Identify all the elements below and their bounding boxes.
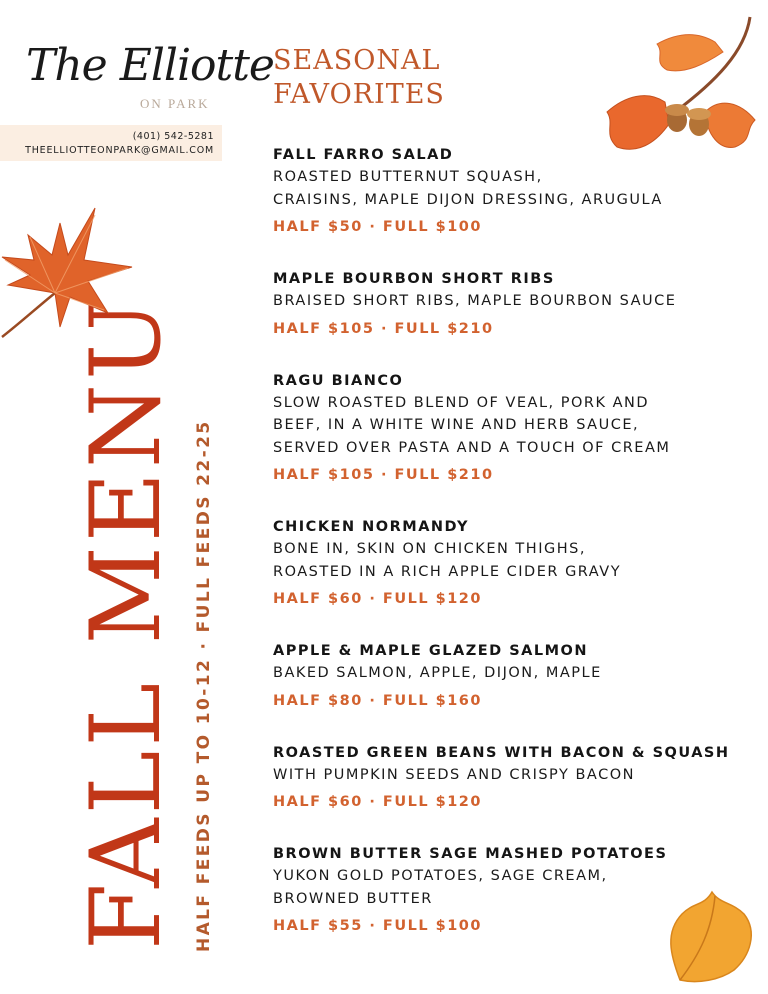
- menu-item-name: CHICKEN NORMANDY: [273, 519, 470, 535]
- menu-item-desc: BROWNED BUTTER: [273, 890, 433, 907]
- contact-band: [0, 125, 222, 161]
- menu-item-desc: BONE IN, SKIN ON CHICKEN THIGHS,: [273, 541, 586, 557]
- menu-item-name: BROWN BUTTER SAGE MASHED POTATOES: [273, 846, 668, 862]
- menu-item-price: HALF $55 · FULL $100: [273, 918, 482, 934]
- oak-leaf-branch-icon: [595, 12, 765, 162]
- menu-item-price: HALF $60 · FULL $120: [273, 794, 482, 810]
- menu-item-desc: YUKON GOLD POTATOES, SAGE CREAM,: [273, 868, 608, 884]
- menu-item-name: FALL FARRO SALAD: [273, 147, 454, 163]
- menu-item-price: HALF $80 · FULL $160: [273, 692, 482, 709]
- logo-subtitle: ON PARK: [140, 96, 210, 111]
- menu-item-desc: ROASTED IN A RICH APPLE CIDER GRAVY: [273, 563, 622, 580]
- menu-item-desc: WITH PUMPKIN SEEDS AND CRISPY BACON: [273, 766, 635, 783]
- menu-item-name: MAPLE BOURBON SHORT RIBS: [273, 271, 555, 287]
- menu-item-name: RAGU BIANCO: [273, 372, 404, 389]
- menu-list: [273, 144, 753, 937]
- maple-leaf-icon: [0, 205, 140, 340]
- menu-item-desc: CRAISINS, MAPLE DIJON DRESSING, ARUGULA: [273, 191, 663, 208]
- menu-item-desc: SERVED OVER PASTA AND A TOUCH OF CREAM: [273, 439, 671, 456]
- menu-item-desc: BAKED SALMON, APPLE, DIJON, MAPLE: [273, 665, 602, 681]
- phone-number[interactable]: (401) 542-5281: [132, 131, 214, 142]
- menu-item-desc: BRAISED SHORT RIBS, MAPLE BOURBON SAUCE: [273, 293, 677, 309]
- email-address[interactable]: THEELLIOTTEONPARK@GMAIL.COM: [25, 145, 214, 156]
- menu-item-price: HALF $60 · FULL $120: [273, 591, 482, 607]
- section-title-line-2: FAVORITES: [273, 79, 445, 110]
- logo-script: The Elliotte: [26, 40, 274, 91]
- menu-item: [273, 640, 753, 712]
- menu-item-name: ROASTED GREEN BEANS WITH BACON & SQUASH: [273, 744, 730, 761]
- menu-item: [273, 370, 753, 487]
- section-title: [273, 44, 445, 112]
- menu-item-price: HALF $50 · FULL $100: [273, 219, 482, 235]
- section-title-line-1: SEASONAL: [273, 45, 441, 76]
- menu-item: [273, 516, 753, 610]
- servings-note: HALF FEEDS UP TO 10-12 · FULL FEEDS 22-25: [194, 419, 214, 952]
- menu-item-desc: ROASTED BUTTERNUT SQUASH,: [273, 169, 543, 185]
- menu-item-price: HALF $105 · FULL $210: [273, 320, 494, 337]
- fall-menu-title: FALL MENU: [70, 295, 182, 950]
- menu-item-name: APPLE & MAPLE GLAZED SALMON: [273, 643, 588, 659]
- menu-item: [273, 742, 753, 814]
- menu-item-desc: SLOW ROASTED BLEND OF VEAL, PORK AND: [273, 394, 650, 411]
- menu-item-desc: BEEF, IN A WHITE WINE AND HERB SAUCE,: [273, 417, 640, 433]
- menu-item: [273, 268, 753, 340]
- yellow-leaf-icon: [660, 884, 760, 984]
- menu-item-price: HALF $105 · FULL $210: [273, 467, 494, 483]
